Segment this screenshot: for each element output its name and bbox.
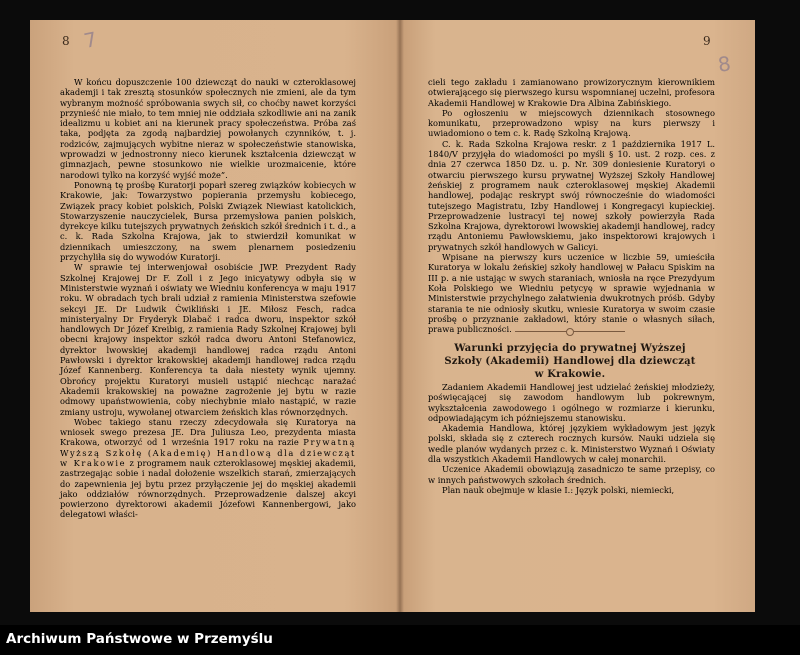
archive-name: Archiwum Państwowe w Przemyślu xyxy=(6,631,273,647)
right-paragraph: Po ogłoszeniu w miejscowych dziennikach stosownego komunikatu, przeprowadzono wpisy na kurs pierwszy i uwiadomiono o tem c. k. Radę Szkolną Krajową. xyxy=(428,107,715,139)
archive-footer xyxy=(0,625,800,655)
right-paragraph: C. k. Rada Szkolna Krajowa reskr. z 1 października 1917 L. 1840/V przyjęła do wiadomości po myśli § 10. ust. 2 rozp. ces. z dnia 27 czerwca 1850 Dz. u. p. Nr. 309 doniesienie Kuratoryi o otwarciu pierwszego kursu prywatnej Wyższej Szkoły Handlowej żeńskiej z programem nauk czteroklasowej męskiej Akademii handlowej, podając reskrypt swój równocześnie do wiadomości tutejszego Magistratu, Izby Handlowej i Kongregacyi kupieckiej. Przeprowadzenie lustracyi tej nowej szkoły powierzyła Rada Szkolna Krajowa, dyrektorowi lwowskiej akademji handlowej, radcy rządu Antoniemu Pawłowskiemu, jako inspektorowi krajowych i prywatnych szkół handlowych w Galicyi. xyxy=(428,138,715,252)
left-paragraph-text: Wobec takiego stanu rzeczy zdecydowała się Kuratorya na wniosek swego prezesa JE. Dra Juliusza Leo, prezydenta miasta Krakowa, otworzyć od 1 września 1917 roku na razie xyxy=(60,416,356,448)
spaced-school-name: Prywatną Wyższą Szkołę (Akademię) Handlową dla dziewcząt w Krakowie xyxy=(60,437,356,468)
left-pencil-mark: 7 xyxy=(81,26,100,54)
section-paragraph: Uczenice Akademii obowiązują zasadniczo te same przepisy, co w innych państwowych szkołach średnich. xyxy=(428,464,715,485)
right-section-text xyxy=(428,382,715,495)
book-gutter xyxy=(396,20,404,612)
left-paragraph xyxy=(60,417,356,520)
section-paragraph: Akademia Handlowa, której językiem wykładowym jest język polski, składa się z czterech rocznych kursów. Nauki udziela się wedle planów wydanych przez c. k. Ministerstwo Wyznań i Oświaty dla wszystkich Akademii Handlowych w całej monarchii. xyxy=(428,423,715,465)
left-page-text xyxy=(60,77,356,520)
left-paragraph-continuation: z programem nauk czteroklasowej męskiej akademii, zastrzegając sobie i nadal dołożenie wszelkich starań, zmierzających do zapewnienia jej bytu przez przyłączenie jej do męskiej akademii jako oddziałów równorzędnych. Przeprowadzenie dalszej akcyi powierzono dyrektorowi akademii Józefowi Kannenbergowi, jako delegatowi właści- xyxy=(60,457,356,520)
left-page-number: 8 xyxy=(62,34,70,48)
right-paragraph: cieli tego zakładu i zamianowano prowizorycznym kierownikiem otwierającego się pierwszego kursu wspomnianej uczelni, profesora Akademii Handlowej w Krakowie Dra Albina Zabińskiego. xyxy=(428,77,715,108)
left-paragraph: Ponowną tę prośbę Kuratorji poparł szereg związków kobiecych w Krakowie, jak: Towarzystwo popierania przemysłu kobiecego, Związek pracy kobiet polskich, Polski Związek Niewiast katolickich, Stowarzyszenie nauczycielek, Bursa przemysłowa panien polskich, dyrekcye kilku tutejszych prywatnych żeńskich szkół średnich i t. d., a c. k. Rada Szkolna Krajowa, jak to stwierdził komunikat w dziennikach umieszczony, na swem plenarnem posiedzeniu przychyliła się do wywodów Kuratorji. xyxy=(60,179,356,263)
right-paragraph: Wpisane na pierwszy kurs uczenice w liczbie 59, umieściła Kuratorya w lokalu żeńskiej szkoły handlowej w Pałacu Spiskim na III p. a nie ustając w swych staraniach, wniosła na ręce Prezydyum Koła Polskiego we Wiedniu petycyę w sprawie wyjednania w Ministerstwie przychylnego załatwienia dwukrotnych próśb. Gdyby starania te nie odniosły skutku, wniesie Kuratorya w swoim czasie prośbę o przyznanie zakładowi, który stanie o własnych siłach, prawa publiczności. xyxy=(428,252,715,335)
left-paragraph: W końcu dopuszczenie 100 dziewcząt do nauki w czteroklasowej akademji i tak zresztą stosunków społecznych nie zmieni, ale da tym wybranym możność spróbowania swych sił, co choćby nawet korzyści przynieść nie miało, to tem mniej nie oddziała szkodliwie ani na zanik idealizmu u kobiet ani na kierunek pracy społeczeństwa. Próba zaś taka, podjęta za zgodą najbardziej powołanych czynników, t. j. rodziców, zajmujących wybitne nieraz w społeczeństwie stanowiska, wprowadzi w jednostronny nieco kierunek kształcenia dziewcząt w gimnazjach, pewne stosunkowo nie wielkie urozmaicenie, które narodowi tylko na korzyść wyjść może”. xyxy=(60,77,356,180)
left-paragraph: W sprawie tej interwenjował osobiście JWP. Prezydent Rady Szkolnej Krajowej Dr F. Zoll i z Jego inicyatywy odbyła się w Ministerstwie wyznań i oświaty we Wiedniu konferencya w maju 1917 roku. W obradach tych brali udział z ramienia Ministerstwa szefowie sekcyi JE. Dr Ludwik Ćwikliński i JE. Miłosz Fesch, radca ministeryalny Dr Fryderyk Dlabač i radca dworu, inspektor szkół handlowych Dr Józef Kreibig, z ramienia Rady Szkolnej Krajowej byli obecni krajowy inspektor szkół radca dworu Antoni Stefanowicz, dyrektor lwowskiej akademji handlowej radca rządu Antoni Pawłowski i dyrektor krakowskiej akademji handlowej radca rządu Józef Kannenberg. Konferencya ta dała niestety wynik ujemny. Obrońcy projektu Kuratoryi musieli ustąpić niechcąc narażać Akademii krakowskiej na poważne zagrożenie jej bytu w razie odmowy upaństwowienia, coby niechybnie miało nastąpić, w razie zmiany ustroju, wywołanej otwarciem żeńskich klas równorzędnych. xyxy=(60,262,356,417)
right-pencil-mark: 8 xyxy=(716,51,733,77)
right-page-number: 9 xyxy=(703,34,711,48)
right-page-text xyxy=(428,77,715,334)
section-heading: Warunki przyjęcia do prywatnej Wyższej Szkoły (Akademii) Handlowej dla dziewcząt w Krakowie. xyxy=(444,343,696,380)
section-paragraph: Zadaniem Akademii Handlowej jest udzielać żeńskiej młodzieży, poświęcającej się zawodom handlowym lub pokrewnym, wykształcenia zawodowego i ogólnego w rozmiarze i kierunku, odpowiadającym ich późniejszemu stanowisku. xyxy=(428,382,715,423)
section-paragraph: Plan nauk obejmuje w klasie I.: Język polski, niemiecki, xyxy=(442,484,675,495)
divider-ornament xyxy=(566,328,574,336)
